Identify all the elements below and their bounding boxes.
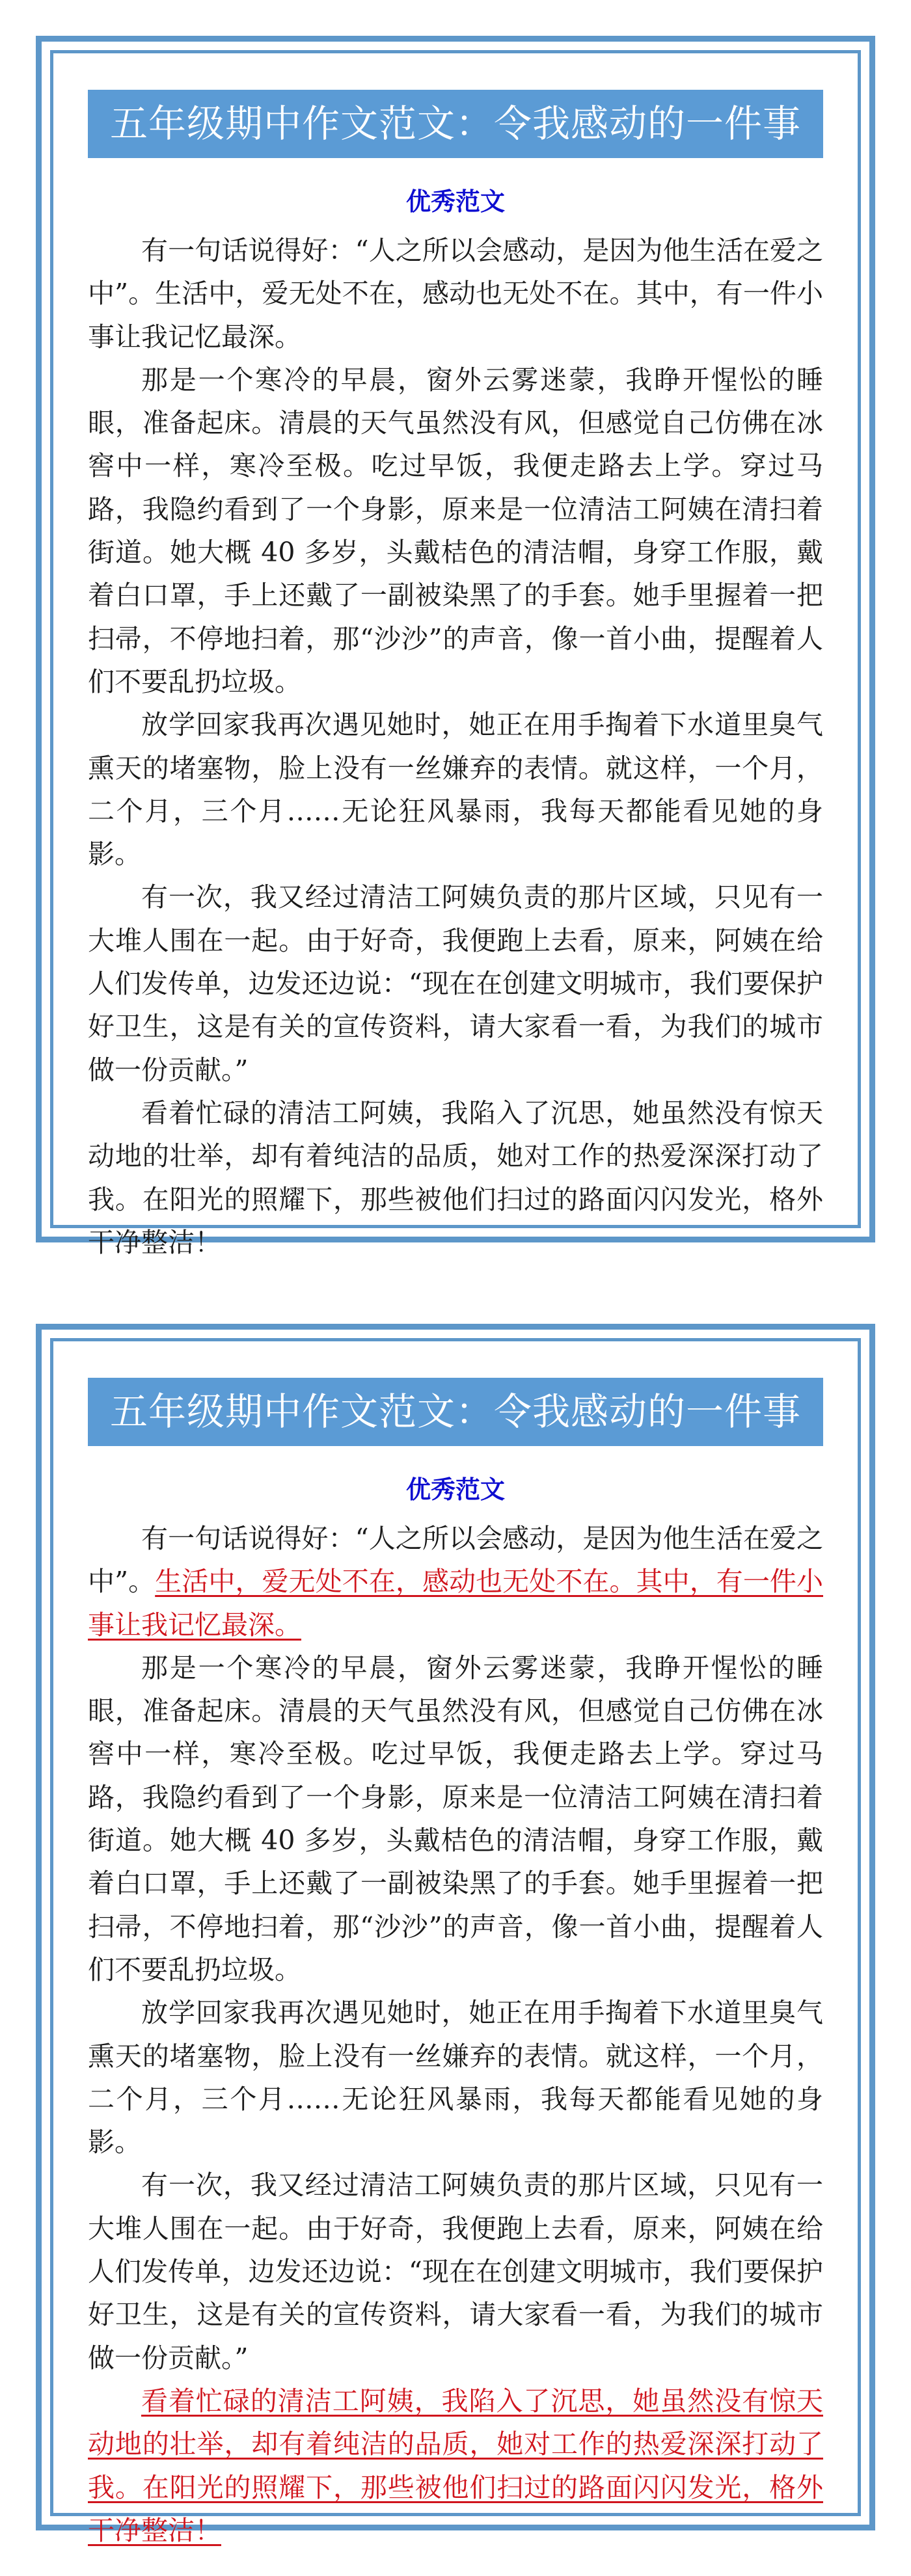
essay-title: 五年级期中作文范文：令我感动的一件事 bbox=[88, 1378, 823, 1446]
paragraph-4: 有一次，我又经过清洁工阿姨负责的那片区域，只见有一大堆人围在一起。由于好奇，我便跑上去看，原来，阿姨在给人们发传单，边发还边说：“现在在创建文明城市，我们要保护好卫生，这是有关的宣传资料，请大家看一看，为我们的城市做一份贡献。” bbox=[88, 881, 823, 1086]
paragraph-1-lead: 有一句话说得好：“人之所以会感动，是因为他生活在爱之中”。 bbox=[88, 235, 823, 310]
essay-subtitle: 优秀范文 bbox=[405, 1475, 505, 1504]
paragraph-3: 放学回家我再次遇见她时，她正在用手掏着下水道里臭气熏天的堵塞物，脸上没有一丝嫌弃的表情。就这样，一个月，二个月，三个月……无论狂风暴雨，我每天都能看见她的身影。 bbox=[88, 1997, 823, 2158]
paragraph-2: 那是一个寒冷的早晨，窗外云雾迷蒙，我睁开惺忪的睡眼，准备起床。清晨的天气虽然没有风，但感觉自己仿佛在冰窖中一样，寒冷至极。吃过早饭，我便走路去上学。穿过马路，我隐约看到了一个身影，原来是一位清洁工阿姨在清扫着街道。她大概 40 多岁，头戴桔色的清洁帽，身穿工作服，戴着白口罩，手上还戴了一副被染黑了的手套。她手里握着一把扫帚，不停地扫着，那“沙沙”的声音，像一首小曲，提醒着人们不要乱扔垃圾。 bbox=[88, 364, 823, 697]
paragraph-3: 放学回家我再次遇见她时，她正在用手掏着下水道里臭气熏天的堵塞物，脸上没有一丝嫌弃的表情。就这样，一个月，二个月，三个月……无论狂风暴雨，我每天都能看见她的身影。 bbox=[88, 709, 823, 870]
paragraph-5: 看着忙碌的清洁工阿姨，我陷入了沉思，她虽然没有惊天动地的壮举，却有着纯洁的品质，她对工作的热爱深深打动了我。在阳光的照耀下，那些被他们扫过的路面闪闪发光，格外干净整洁！ bbox=[88, 1097, 823, 1258]
essay-subtitle: 优秀范文 bbox=[405, 187, 505, 216]
highlighted-paragraph: 看着忙碌的清洁工阿姨，我陷入了沉思，她虽然没有惊天动地的壮举，却有着纯洁的品质，她对工作的热爱深深打动了我。在阳光的照耀下，那些被他们扫过的路面闪闪发光，格外干净整洁！ bbox=[88, 2385, 823, 2546]
paragraph-5 bbox=[88, 2380, 823, 2552]
page-2 bbox=[0, 1288, 911, 2576]
essay-body bbox=[88, 1517, 823, 2552]
paragraph-4: 有一次，我又经过清洁工阿姨负责的那片区域，只见有一大堆人围在一起。由于好奇，我便跑上去看，原来，阿姨在给人们发传单，边发还边说：“现在在创建文明城市，我们要保护好卫生，这是有关的宣传资料，请大家看一看，为我们的城市做一份贡献。” bbox=[88, 2169, 823, 2374]
paragraph-1 bbox=[88, 229, 823, 358]
paragraph-1-lead: 有一句话说得好：“人之所以会感动，是因为他生活在爱之中”。 bbox=[88, 1523, 823, 1598]
essay-body bbox=[88, 229, 823, 1264]
highlighted-sentence: 生活中，爱无处不在，感动也无处不在。其中，有一件小事让我记忆最深。 bbox=[88, 1566, 823, 1641]
paragraph-1-rest: 生活中，爱无处不在，感动也无处不在。其中，有一件小事让我记忆最深。 bbox=[88, 278, 823, 353]
paragraph-1 bbox=[88, 1517, 823, 1646]
essay-title: 五年级期中作文范文：令我感动的一件事 bbox=[88, 90, 823, 158]
paragraph-2: 那是一个寒冷的早晨，窗外云雾迷蒙，我睁开惺忪的睡眼，准备起床。清晨的天气虽然没有风，但感觉自己仿佛在冰窖中一样，寒冷至极。吃过早饭，我便走路去上学。穿过马路，我隐约看到了一个身影，原来是一位清洁工阿姨在清扫着街道。她大概 40 多岁，头戴桔色的清洁帽，身穿工作服，戴着白口罩，手上还戴了一副被染黑了的手套。她手里握着一把扫帚，不停地扫着，那“沙沙”的声音，像一首小曲，提醒着人们不要乱扔垃圾。 bbox=[88, 1652, 823, 1985]
